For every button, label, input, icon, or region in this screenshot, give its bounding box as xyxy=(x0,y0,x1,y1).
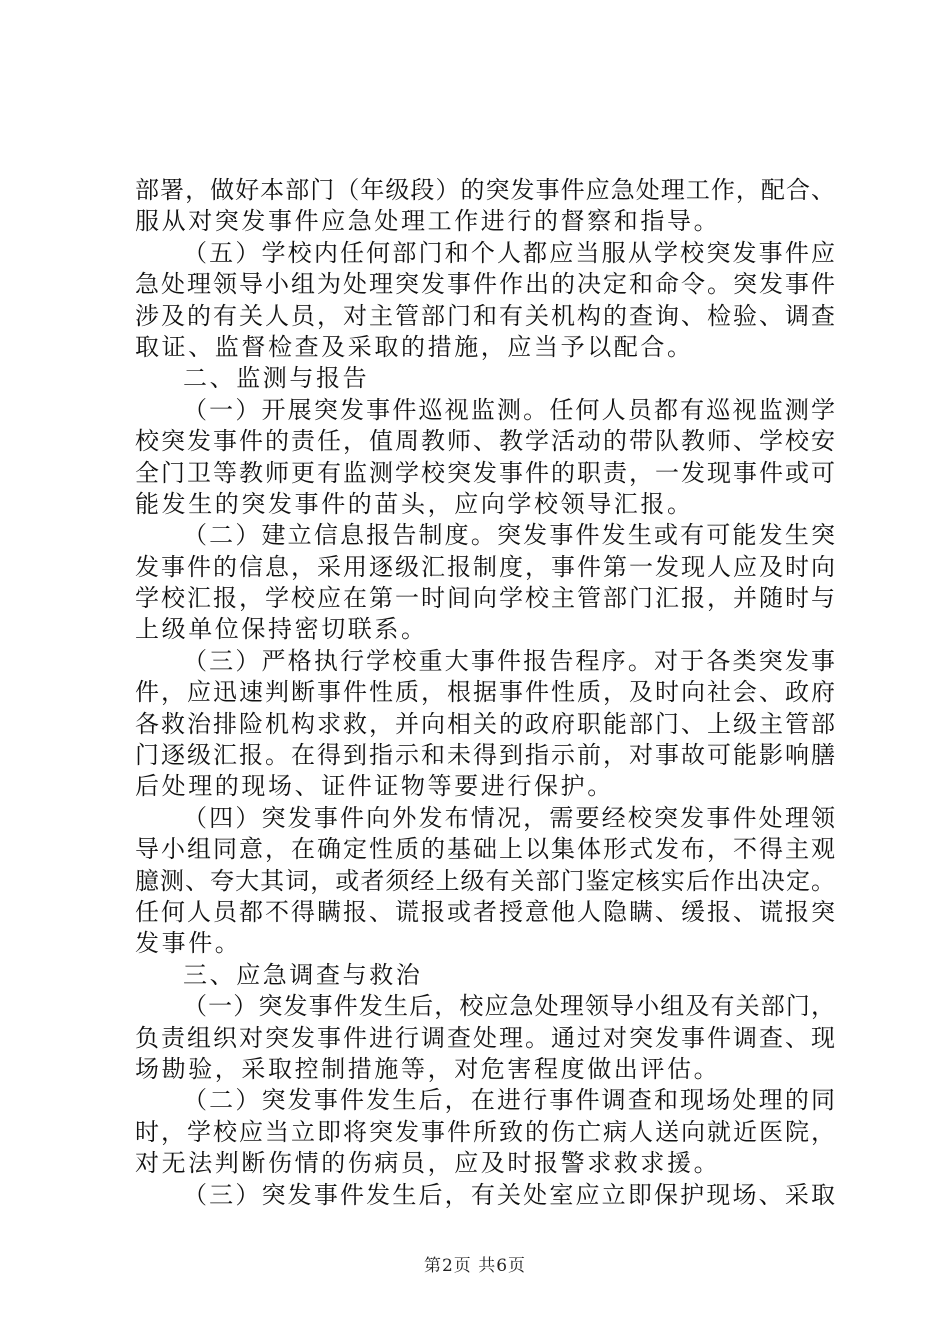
text-line: 对无法判断伤情的伤病员，应及时报警求救求援。 xyxy=(135,1149,721,1178)
text-line: 三、应急调查与救治 xyxy=(183,960,423,989)
text-line: （四）突发事件向外发布情况，需要经校突发事件处理领 xyxy=(183,803,835,832)
document-body xyxy=(135,175,835,1211)
text-line: （三）严格执行学校重大事件报告程序。对于各类突发事 xyxy=(183,646,835,675)
text-line: 能发生的突发事件的苗头，应向学校领导汇报。 xyxy=(135,489,694,518)
text-line: （五）学校内任何部门和个人都应当服从学校突发事件应 xyxy=(183,238,835,267)
text-line: 负责组织对突发事件进行调查处理。通过对突发事件调查、现 xyxy=(135,1023,835,1052)
text-line: 二、监测与报告 xyxy=(183,364,370,393)
text-line: （二）突发事件发生后，在进行事件调查和现场处理的同 xyxy=(183,1086,835,1115)
text-line: 各救治排险机构求救，并向相关的政府职能部门、上级主管部 xyxy=(135,709,835,738)
text-line: 任何人员都不得瞒报、谎报或者授意他人隐瞒、缓报、谎报突 xyxy=(135,897,835,926)
text-line: （一）开展突发事件巡视监测。任何人员都有巡视监测学 xyxy=(183,395,835,424)
text-line: （一）突发事件发生后，校应急处理领导小组及有关部门， xyxy=(183,992,835,1021)
text-line: 臆测、夸大其词，或者须经上级有关部门鉴定核实后作出决定。 xyxy=(135,866,835,895)
text-line: 取证、监督检查及采取的措施，应当予以配合。 xyxy=(135,332,694,361)
text-line: 涉及的有关人员，对主管部门和有关机构的查询、检验、调查 xyxy=(135,301,835,330)
text-line: 全门卫等教师更有监测学校突发事件的职责，一发现事件或可 xyxy=(135,458,835,487)
text-line: 发事件。 xyxy=(135,929,242,958)
text-line: 件，应迅速判断事件性质，根据事件性质，及时向社会、政府 xyxy=(135,678,835,707)
text-line: 发事件的信息，采用逐级汇报制度，事件第一发现人应及时向 xyxy=(135,552,835,581)
text-line: 部署，做好本部门（年级段）的突发事件应急处理工作，配合、 xyxy=(135,176,835,204)
text-line: 场勘验，采取控制措施等，对危害程度做出评估。 xyxy=(135,1054,721,1083)
text-line: 门逐级汇报。在得到指示和未得到指示前，对事故可能影响膳 xyxy=(135,741,835,770)
text-line: （三）突发事件发生后，有关处室应立即保护现场、采取 xyxy=(183,1180,835,1209)
text-line: 时，学校应当立即将突发事件所致的伤亡病人送向就近医院， xyxy=(135,1117,835,1146)
text-line: 后处理的现场、证件证物等要进行保护。 xyxy=(135,772,614,801)
text-line: 校突发事件的责任，值周教师、教学活动的带队教师、学校安 xyxy=(135,427,835,456)
text-line: 导小组同意，在确定性质的基础上以集体形式发布，不得主观 xyxy=(135,835,835,864)
page-footer: 第2页 共6页 xyxy=(423,1256,527,1276)
text-line: 学校汇报，学校应在第一时间向学校主管部门汇报，并随时与 xyxy=(135,584,835,613)
text-line: （二）建立信息报告制度。突发事件发生或有可能发生突 xyxy=(183,521,835,550)
text-line: 服从对突发事件应急处理工作进行的督察和指导。 xyxy=(135,207,721,236)
text-line: 上级单位保持密切联系。 xyxy=(135,615,428,644)
text-line: 急处理领导小组为处理突发事件作出的决定和命令。突发事件 xyxy=(135,270,835,299)
